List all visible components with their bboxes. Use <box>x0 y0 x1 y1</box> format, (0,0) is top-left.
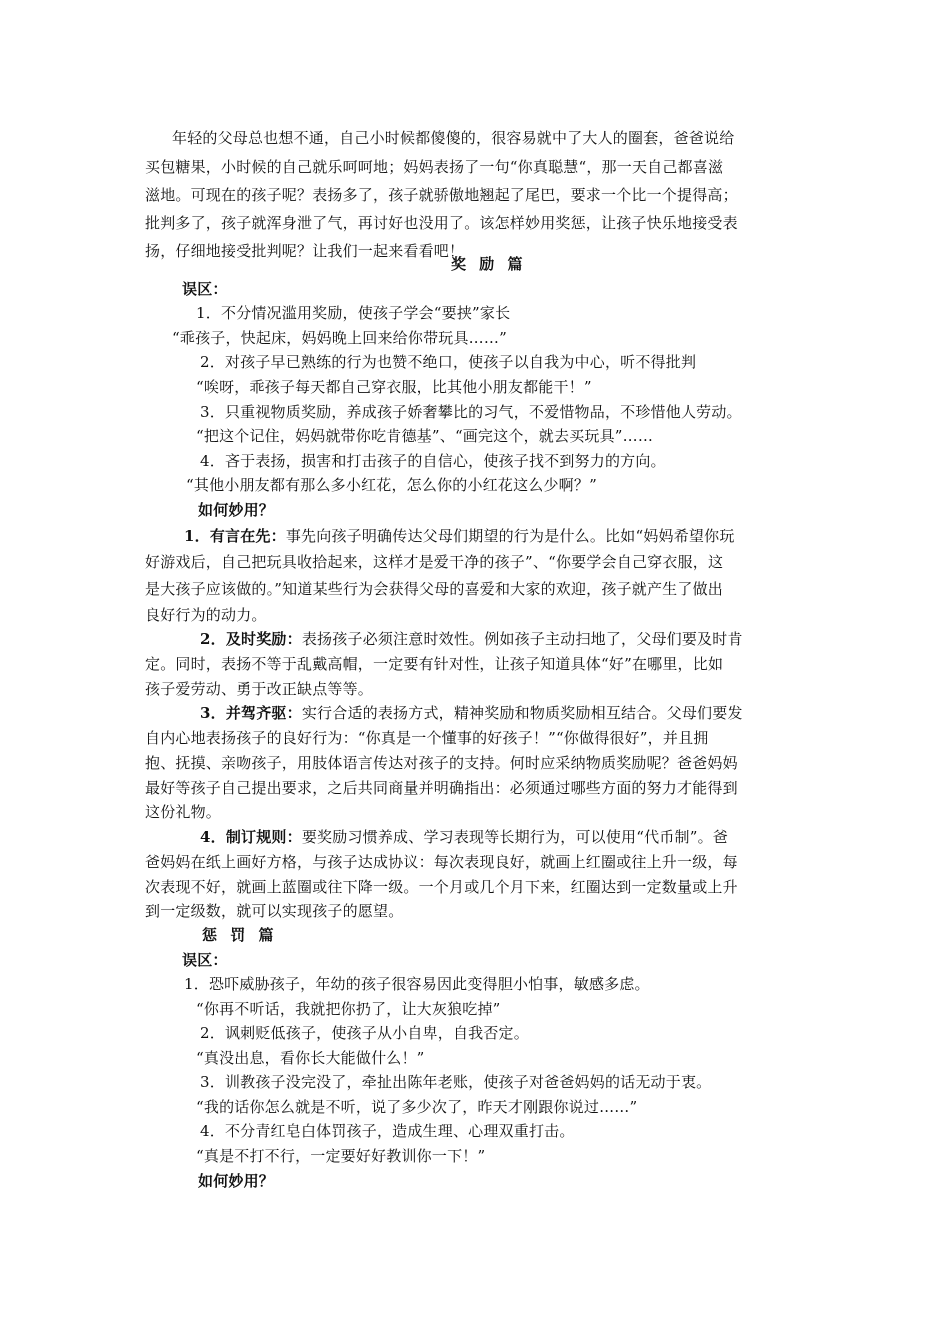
punish-mistake-4: 4．不分青红皂白体罚孩子，造成生理、心理双重打击。 <box>200 1122 575 1140</box>
reward-tip-4-text-1: 要奖励习惯养成、学习表现等长期行为，可以使用“代币制”。爸 <box>301 828 728 846</box>
intro-line-2: 买包糖果，小时候的自己就乐呵呵地；妈妈表扬了一句“你真聪慧“，那一天自己都喜滋 <box>145 158 724 176</box>
reward-tip-1-text-3: 是大孩子应该做的。”知道某些行为会获得父母的喜爱和大家的欢迎，孩子就产生了做出 <box>145 580 723 598</box>
reward-tip-3-text-5: 这份礼物。 <box>145 803 222 821</box>
intro-line-3: 滋地。可现在的孩子呢？表扬多了，孩子就骄傲地翘起了尾巴，要求一个比一个提得高； <box>145 186 738 204</box>
reward-tip-3-label: 3．并驾齐驱： <box>200 704 302 722</box>
reward-tip-3-text-1: 实行合适的表扬方式，精神奖励和物质奖励相互结合。父母们要发 <box>301 704 743 722</box>
punish-mistake-1: 1．恐吓威胁孩子，年幼的孩子很容易因此变得胆小怕事，敏感多虑。 <box>184 975 650 993</box>
intro-line-4: 批判多了，孩子就浑身泄了气，再讨好也没用了。该怎样妙用奖惩，让孩子快乐地接受表 <box>145 214 738 232</box>
punish-mistake-2-quote: “真没出息，看你长大能做什么！” <box>196 1049 425 1067</box>
reward-tip-1-first-line <box>184 525 735 547</box>
punish-section-title: 惩 罚 篇 <box>202 926 274 944</box>
reward-tip-4-first-line <box>200 826 728 848</box>
punish-mistake-4-quote: “真是不打不行，一定要好好教训你一下！” <box>196 1147 486 1165</box>
reward-mistake-1: 1．不分情况滥用奖励，使孩子学会“要挟”家长 <box>196 304 511 322</box>
punish-mistake-1-quote: “你再不听话，我就把你扔了，让大灰狼吃掉” <box>196 1000 501 1018</box>
reward-tip-3-first-line <box>200 702 743 724</box>
reward-mistake-1-quote: “乖孩子，快起床，妈妈晚上回来给你带玩具……” <box>172 329 507 347</box>
reward-tip-2-text-1: 表扬孩子必须注意时效性。例如孩子主动扫地了，父母们要及时肯 <box>301 630 743 648</box>
reward-tip-3-text-3: 抱、抚摸、亲吻孩子，用肢体语言传达对孩子的支持。何时应采纳物质奖励呢？爸爸妈妈 <box>145 754 738 772</box>
reward-tip-3-text-2: 自内心地表扬孩子的良好行为：“你真是一个懂事的好孩子！”“你做得很好”，并且拥 <box>145 729 709 747</box>
reward-tip-4-text-4: 到一定级数，就可以实现孩子的愿望。 <box>145 902 404 920</box>
punish-mistake-3-quote: “我的话你怎么就是不听，说了多少次了，昨天才刚跟你说过……” <box>196 1098 638 1116</box>
intro-line-5: 扬，仔细地接受批判呢？让我们一起来看看吧！ <box>145 242 465 260</box>
reward-tip-4-text-3: 次表现不好，就画上蓝圈或往下降一级。一个月或几个月下来，红圈达到一定数量或上升 <box>145 878 738 896</box>
reward-tip-4-label: 4．制订规则： <box>200 828 302 846</box>
reward-tip-1-text-2: 好游戏后，自己把玩具收拾起来，这样才是爱干净的孩子”、“你要学会自己穿衣服，这 <box>145 553 724 571</box>
punish-howto-heading: 如何妙用？ <box>198 1172 275 1190</box>
reward-section-title: 奖 励 篇 <box>451 255 523 273</box>
reward-tip-2-text-2: 定。同时，表扬不等于乱戴高帽，一定要有针对性，让孩子知道具体“好”在哪里，比如 <box>145 655 724 673</box>
reward-howto-heading: 如何妙用？ <box>198 501 275 519</box>
punish-misunderstand-heading: 误区： <box>182 951 228 969</box>
reward-mistake-2: 2．对孩子早已熟练的行为也赞不绝口，使孩子以自我为中心，听不得批判 <box>200 353 697 371</box>
reward-tip-1-label: 1．有言在先： <box>184 527 286 545</box>
reward-tip-1-text-4: 良好行为的动力。 <box>145 606 267 624</box>
reward-tip-3-text-4: 最好等孩子自己提出要求，之后共同商量并明确指出：必须通过哪些方面的努力才能得到 <box>145 779 738 797</box>
intro-line-1: 年轻的父母总也想不通，自己小时候都傻傻的，很容易就中了大人的圈套，爸爸说给 <box>172 129 735 147</box>
punish-mistake-2: 2．讽刺贬低孩子，使孩子从小自卑，自我否定。 <box>200 1024 529 1042</box>
reward-mistake-4-quote: “其他小朋友都有那么多小红花，怎么你的小红花这么少啊？” <box>186 476 597 494</box>
reward-mistake-3-quote: “把这个记住，妈妈就带你吃肯德基”、“画完这个，就去买玩具”…… <box>196 427 654 445</box>
reward-misunderstand-heading: 误区： <box>182 280 228 298</box>
reward-tip-2-text-3: 孩子爱劳动、勇于改正缺点等等。 <box>145 680 374 698</box>
reward-tip-2-label: 2．及时奖励： <box>200 630 302 648</box>
reward-tip-1-text-1: 事先向孩子明确传达父母们期望的行为是什么。比如“妈妈希望你玩 <box>285 527 735 545</box>
reward-mistake-4: 4．吝于表扬，损害和打击孩子的自信心，使孩子找不到努力的方向。 <box>200 452 666 470</box>
punish-mistake-3: 3．训教孩子没完没了，牵扯出陈年老账，使孩子对爸爸妈妈的话无动于衷。 <box>200 1073 712 1091</box>
reward-mistake-3: 3．只重视物质奖励，养成孩子娇奢攀比的习气，不爱惜物品，不珍惜他人劳动。 <box>200 403 742 421</box>
reward-tip-4-text-2: 爸妈妈在纸上画好方格，与孩子达成协议：每次表现良好，就画上红圈或往上升一级，每 <box>145 853 738 871</box>
reward-tip-2-first-line <box>200 628 743 650</box>
reward-mistake-2-quote: “唉呀，乖孩子每天都自己穿衣服，比其他小朋友都能干！” <box>196 378 592 396</box>
